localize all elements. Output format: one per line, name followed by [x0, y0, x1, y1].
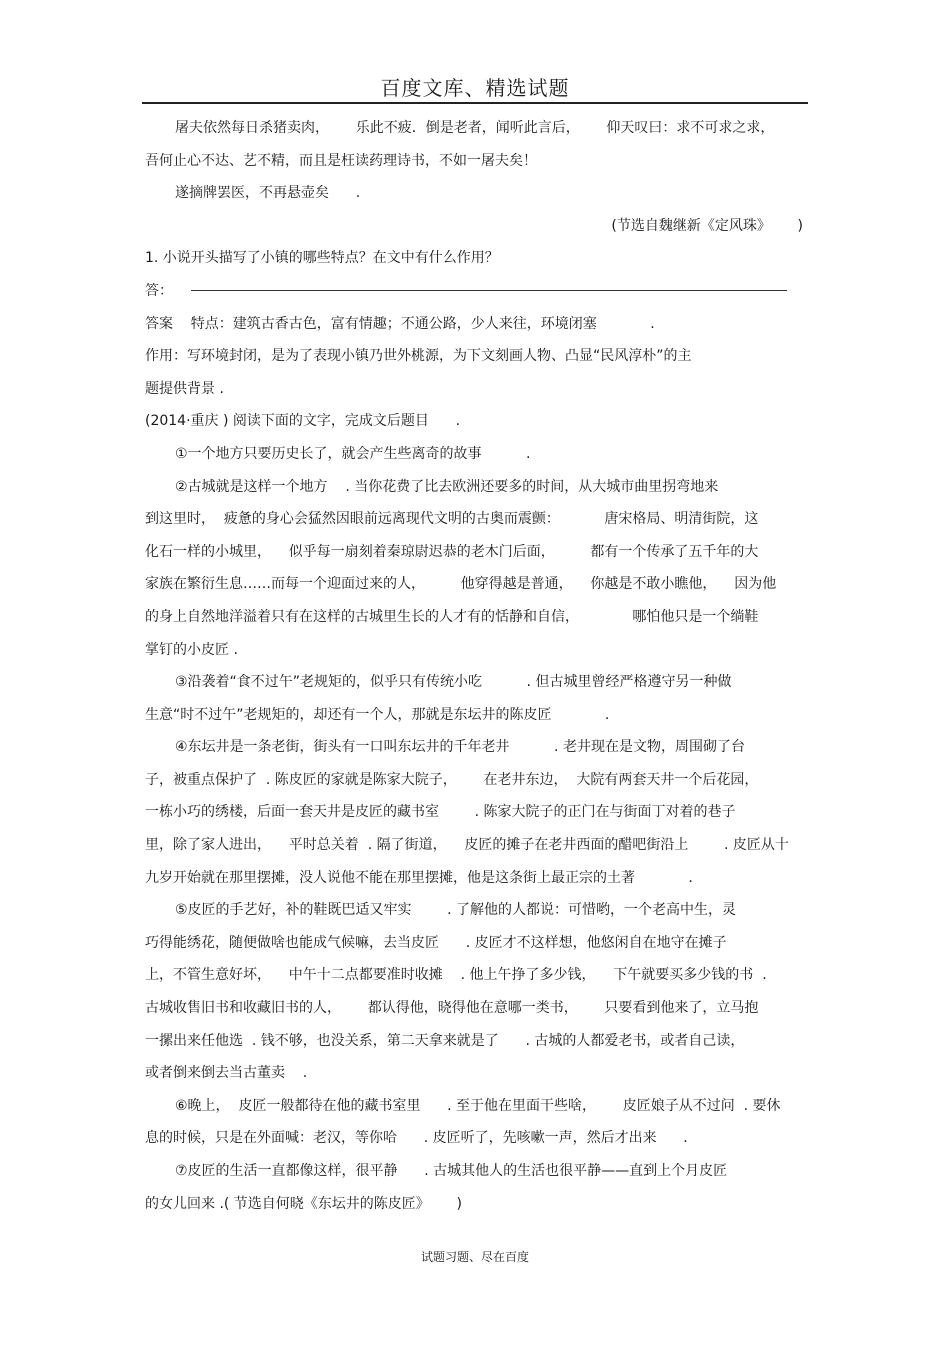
paragraph-line: 家族在繁衍生息……而每一个迎面过来的人， 他穿得越是普通， 你越是不敢小瞧他， 因为他 [145, 576, 777, 593]
answer-row [145, 275, 805, 308]
paragraph-line: ②古城就是这样一个地方 . 当你花费了比去欧洲还要多的时间，从大城市曲里拐弯地来 [175, 478, 719, 495]
paragraph-line: 一栋小巧的绣楼，后面一套天井是皮匠的藏书室 . 陈家大院子的正门在与街面丁对着的巷子 [145, 804, 736, 821]
answer-blank-line [191, 290, 787, 291]
paragraph-line: ⑦皮匠的生活一直都像这样，很平静 . 古城其他人的生活也很平静——直到上个月皮匠 [175, 1163, 728, 1179]
paragraph-line: ③沿袭着“食不过午”老规矩的，似乎只有传统小吃 . 但古城里曾经严格遵守另一种做 [175, 674, 732, 691]
paragraph-line: 化石一样的小城里， 似乎每一扇刻着秦琼尉迟恭的老木门后面， 都有一个传承了五千年的大 [145, 543, 759, 560]
paragraph-line: 息的时候，只是在外面喊：老汉，等你哈 . 皮匠听了，先咳嗽一声，然后才出来 . [145, 1130, 688, 1147]
paragraph-line: 上，不管生意好坏， 中午十二点都要准时收摊 . 他上午挣了多少钱， 下午就要买多少钱的书 . [145, 967, 767, 984]
paragraph-line: 生意“时不过午”老规矩的，却还有一个人，那就是东坛井的陈皮匠 . [145, 706, 610, 723]
paragraph-line: ⑤皮匠的手艺好，补的鞋既巴适又牢实 . 了解他的人都说：可惜哟，一个老高中生，灵 [175, 902, 737, 919]
paragraph-line: 九岁开始就在那里摆摊，没人说他不能在那里摆摊，他是这条街上最正宗的土著 . [145, 869, 693, 886]
paragraph-line: ①一个地方只要历史长了，就会产生些离奇的故事 . [175, 445, 531, 462]
paragraph-line: ⑥晚上， 皮匠一般都待在他的藏书室里 . 至于他在里面干些啥， 皮匠娘子从不过问 . 要休 [175, 1097, 781, 1114]
paragraph-line: 里，除了家人进出， 平时总关着 . 隔了街道， 皮匠的摊子在老井西面的醋吧街沿上 . 皮匠从十 [145, 837, 789, 854]
header-divider [142, 102, 808, 104]
source-note: (节选自魏继新《定风珠》 ) [611, 217, 803, 234]
document-body [145, 112, 805, 1220]
paragraph-line: 或者倒来倒去当古董卖 . [145, 1065, 308, 1082]
paragraph-line: 一摞出来任他选 . 钱不够，也没关系，第二天拿来就是了 . 古城的人都爱老书，或者自己读， [145, 1032, 745, 1049]
text-line: 屠夫依然每日杀猪卖肉， 乐此不疲．倒是老者，闻听此言后， 仰天叹曰：求不可求之求， [175, 120, 775, 136]
answer-label: 答： [145, 282, 173, 299]
paragraph-line: 古城收售旧书和收藏旧书的人， 都认得他，晓得他在意哪一类书， 只要看到他来了，立马抱 [145, 1000, 759, 1017]
paragraph-line: 的女儿回来 .( 节选自何晓《东坛井的陈皮匠》 ) [145, 1195, 462, 1212]
paragraph-line: 的身上自然地洋溢着只有在这样的古城里生长的人才有的恬静和自信， 哪怕他只是一个绱鞋 [145, 608, 759, 625]
text-line: 遂摘牌罢医，不再悬壶矣 . [175, 185, 361, 202]
text-line: 吾何止心不达、艺不精，而且是枉读药理诗书，不如一屠夫矣！ [145, 152, 537, 169]
answer-text: 答案 特点：建筑古香古色，富有情趣；不通公路，少人来往，环境闭塞 . [145, 315, 655, 332]
paragraph-line: 掌钉的小皮匠 . [145, 641, 238, 658]
paragraph-line: ④东坛井是一条老街，街头有一口叫东坛井的千年老井 . 老井现在是文物，周围砌了台 [175, 739, 745, 756]
page-title: 百度文库、精选试题 [380, 76, 570, 100]
page-footer: 试题习题、尽在百度 [420, 1250, 529, 1264]
answer-text: 题提供背景 . [145, 380, 224, 397]
reading-instruction: (2014·重庆 ) 阅读下面的文字，完成文后题目 . [145, 413, 461, 430]
paragraph-line: 子，被重点保护了 . 陈皮匠的家就是陈家大院子， 在老井东边， 大院有两套天井一个后花园， [145, 771, 759, 788]
paragraph-line: 巧得能绣花，随便做啥也能成气候嘛，去当皮匠 . 皮匠才不这样想，他悠闲自在地守在摊子 [145, 934, 727, 951]
answer-text: 作用：写环境封闭，是为了表现小镇乃世外桃源，为下文刻画人物、凸显“民风淳朴”的主 [145, 348, 692, 365]
paragraph-line: 到这里时， 疲惫的身心会猛然因眼前远离现代文明的古奥而震颤： 唐宋格局、明清街院，这 [145, 511, 759, 528]
question-1: 1. 小说开头描写了小镇的哪些特点？在文中有什么作用？ [145, 250, 499, 267]
